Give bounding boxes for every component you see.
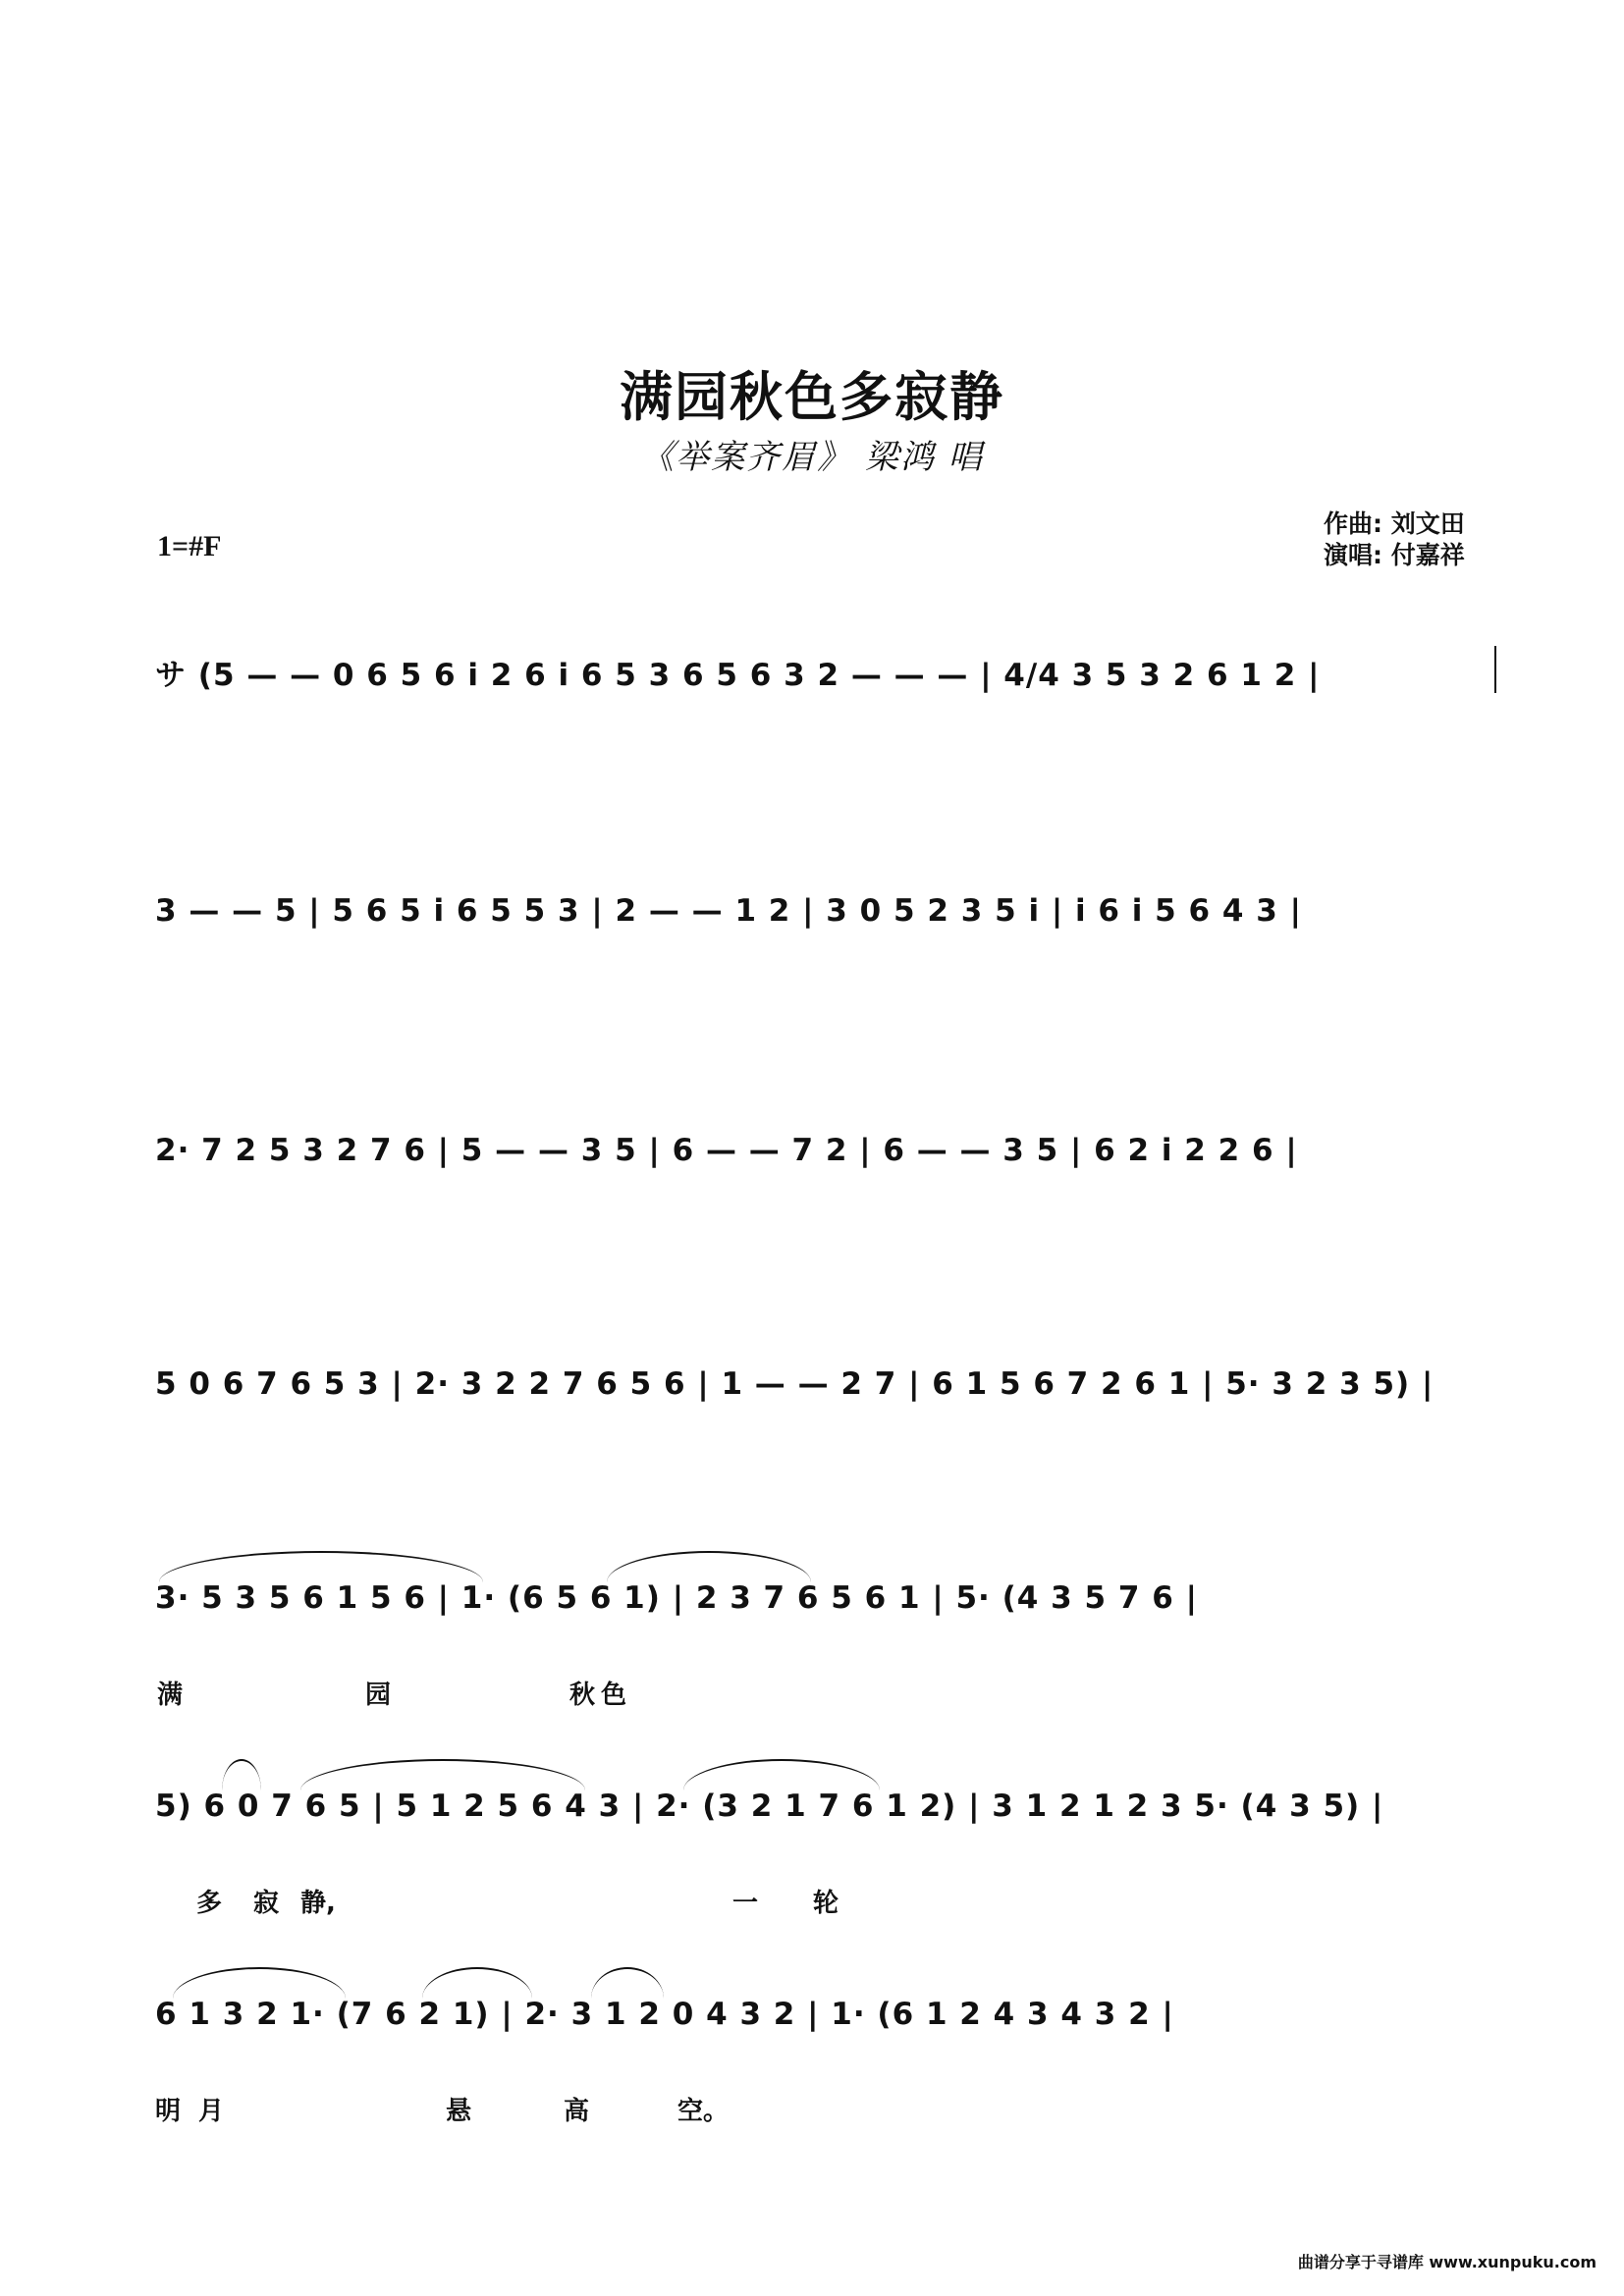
lyric: 高 (564, 2097, 590, 2126)
notes-line-6: 5) 6 0 7 6 5 | 5 1 2 5 6 4 3 | 2· (3 2 1 7 6 1 2) | 3 1 2 1 2 3 5· (4 3 5) | (155, 1789, 1384, 1824)
slur (222, 1759, 261, 1790)
score-line-5 (155, 1559, 1500, 1710)
key-signature: 1=#F (157, 530, 222, 562)
score-title: 满园秋色多寂静 (620, 365, 1004, 428)
slur (300, 1759, 585, 1790)
slur (159, 1551, 483, 1582)
score-line-3 (155, 1111, 1500, 1239)
notes-line-5: 3· 5 3 5 6 1 5 6 | 1· (6 5 6 1) | 2 3 7 6 5 6 1 | 5· (4 3 5 7 6 | (155, 1580, 1198, 1616)
slur (607, 1551, 811, 1582)
lyric: 满 (157, 1681, 184, 1710)
score-line-4 (155, 1345, 1500, 1472)
notes-line-2: 3 — — 5 | 5 6 5 i 6 5 5 3 | 2 — — 1 2 | 3 0 5 2 3 5 i | i 6 i 5 6 4 3 | (155, 893, 1302, 929)
score-line-6 (155, 1767, 1500, 1918)
notes-line-7: 6 1 3 2 1· (7 6 2 1) | 2· 3 1 2 0 4 3 2 | 1· (6 1 2 4 3 4 3 2 | (155, 1997, 1174, 2032)
composer-credit: 作曲: 刘文田 (1324, 509, 1465, 538)
lyric: 多 (196, 1889, 223, 1918)
lyric: 月 (198, 2097, 225, 2126)
lyric: 空。 (677, 2097, 730, 2126)
lyric: 园 (365, 1681, 392, 1710)
slur (422, 1967, 532, 1999)
score-line-1 (155, 628, 1500, 756)
notes-line-3: 2· 7 2 5 3 2 7 6 | 5 — — 3 5 | 6 — — 7 2 | 6 — — 3 5 | 6 2 i 2 2 6 | (155, 1133, 1298, 1168)
score-line-7 (155, 1975, 1500, 2126)
notes-line-4: 5 0 6 7 6 5 3 | 2· 3 2 2 7 6 5 6 | 1 — — 2 7 | 6 1 5 6 7 2 6 1 | 5· 3 2 3 5) | (155, 1366, 1435, 1402)
notes-line-1: サ (5 — — 0 6 5 6 i 2 6 i 6 5 3 6 5 6 3 2 — — — | 4/4 3 5 3 2 6 1 2 | (155, 658, 1321, 693)
performer-credit: 演唱: 付嘉祥 (1324, 541, 1465, 569)
barline (1494, 646, 1496, 693)
lyric: 轮 (813, 1889, 839, 1918)
slur (173, 1967, 346, 1999)
credits (1324, 508, 1465, 571)
lyric: 秋 (569, 1681, 596, 1710)
lyric: 一 (732, 1889, 759, 1918)
lyric: 静, (300, 1889, 336, 1918)
lyric: 明 (155, 2097, 182, 2126)
slur (683, 1759, 880, 1790)
lyric: 寂 (253, 1889, 280, 1918)
slur (591, 1967, 664, 1999)
lyric: 悬 (446, 2097, 472, 2126)
watermark: 曲谱分享于寻谱库 www.xunpuku.com (1297, 2253, 1597, 2271)
score-subtitle: 《举案齐眉》 梁鸿 唱 (640, 438, 984, 477)
lyric: 色 (601, 1681, 627, 1710)
score-line-2 (155, 872, 1500, 999)
